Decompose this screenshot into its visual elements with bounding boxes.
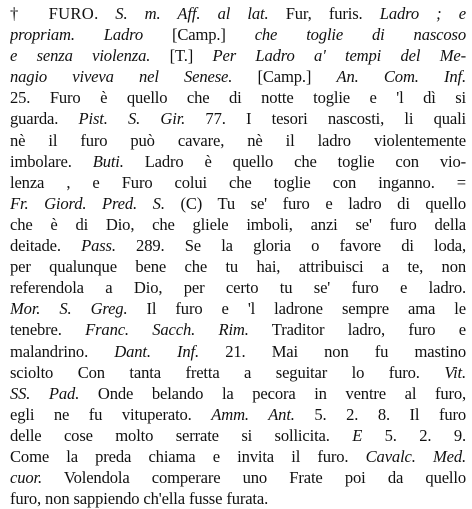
citation-text: Pist. S. Gir. [78, 109, 186, 129]
body-text: 77. I tesori nascosti, li quali [185, 109, 466, 129]
citation-text: Dant. Inf. [114, 341, 200, 361]
body-text: referendola a Dio, per certo tu se' furo e ladro. [10, 278, 466, 298]
text-line [10, 151, 466, 172]
citation-text: che toglie di nascoso [254, 25, 466, 45]
body-text: Fur, furis. [268, 4, 380, 23]
text-line [10, 214, 466, 235]
citation-text: Cavalc. Med. [365, 446, 466, 466]
citation-text: S. m. Aff. [115, 4, 201, 23]
body-text: per qualunque bene che tu hai, attribuisci a te, non [10, 257, 466, 277]
body-text: Onde belando la pecora in ventre al furo, [79, 383, 466, 403]
text-line [10, 341, 466, 362]
body-text: (C) Tu se' furo e ladro di quello [164, 193, 466, 213]
text-line [10, 298, 466, 319]
citation-text: propriam. Ladro [10, 25, 144, 45]
body-text: deitade. [10, 236, 82, 256]
body-text: Ladro è quello che toglie con vio- [123, 151, 466, 171]
citation-text: Pass. [81, 236, 116, 256]
text-line [10, 277, 466, 298]
text-line [10, 235, 466, 256]
text-line [10, 383, 466, 404]
citation-text: Fr. Giord. Pred. S. [10, 193, 165, 213]
text-line [10, 108, 466, 129]
body-text: 25. Furo è quello che di notte toglie e 'l dì si [10, 88, 466, 108]
body-text: [Camp.] [232, 67, 337, 87]
body-text: 5. 2. 8. Il furo [294, 404, 466, 424]
text-line [10, 66, 466, 87]
body-text: . [94, 4, 116, 23]
citation-text: nagio viveva nel Senese. [10, 67, 233, 87]
citation-text: e senza violenza. [10, 46, 151, 66]
body-text: 289. Se la gloria o favore di loda, [115, 236, 466, 256]
text-line [10, 446, 466, 467]
body-text: Volendola comperare uno Frate poi da quello [41, 468, 466, 488]
body-text: Traditor ladro, furo e [248, 320, 466, 340]
body-text: imbolare. [10, 151, 93, 171]
text-line [10, 467, 466, 488]
text-line [10, 172, 466, 193]
text-line [10, 87, 466, 108]
body-text: [Camp.] [143, 25, 255, 45]
text-line [10, 488, 466, 509]
headword: FURO [48, 4, 95, 23]
entry-text [10, 3, 466, 509]
citation-text: An. Com. Inf. [336, 67, 466, 87]
text-line [10, 3, 466, 24]
citation-text: Per Ladro a' tempi del Me- [212, 46, 466, 66]
text-line [10, 425, 466, 446]
citation-text: cuor. [10, 468, 42, 488]
body-text: lenza , e Furo colui che toglie con inganno. = [10, 172, 466, 192]
body-text: delle cose molto serrate si sollicita. [10, 425, 353, 445]
body-text: Il furo e 'l ladrone sempre ama le [127, 299, 466, 319]
citation-text: Amm. Ant. [211, 404, 295, 424]
citation-text: Mor. S. Greg. [10, 299, 128, 319]
body-text: Come la preda chiama e invita il furo. [10, 446, 366, 466]
text-line [10, 130, 466, 151]
body-text: nè il furo può cavare, nè il ladro violentemente [10, 130, 466, 150]
text-line [10, 193, 466, 214]
body-text: guarda. [10, 109, 79, 129]
body-text: † [10, 4, 49, 23]
body-text: tenebre. [10, 320, 86, 340]
citation-text: Franc. Sacch. Rim. [85, 320, 249, 340]
body-text: 5. 2. 9. [362, 425, 466, 445]
body-text: sciolto Con tanta fretta a seguitar lo furo. [10, 362, 445, 382]
text-line [10, 362, 466, 383]
text-line [10, 45, 466, 66]
text-line [10, 404, 466, 425]
body-text: egli ne fu vituperato. [10, 404, 212, 424]
text-line [10, 24, 466, 45]
citation-text: Ladro ; e [379, 4, 466, 23]
text-line [10, 256, 466, 277]
body-text: [T.] [150, 46, 213, 66]
citation-text: al lat. [217, 4, 269, 23]
body-text: malandrino. [10, 341, 115, 361]
body-text: furo, non sappiendo ch'ella fusse furata. [10, 489, 269, 509]
citation-text: E [352, 425, 363, 445]
body-text [200, 4, 217, 23]
body-text: 21. Mai non fu mastino [199, 341, 466, 361]
citation-text: Vit. [444, 362, 466, 382]
body-text: che è di Dio, che gliele imboli, anzi se' furo della [10, 214, 466, 234]
citation-text: Buti. [92, 151, 124, 171]
text-line [10, 319, 466, 340]
citation-text: SS. Pad. [10, 383, 80, 403]
